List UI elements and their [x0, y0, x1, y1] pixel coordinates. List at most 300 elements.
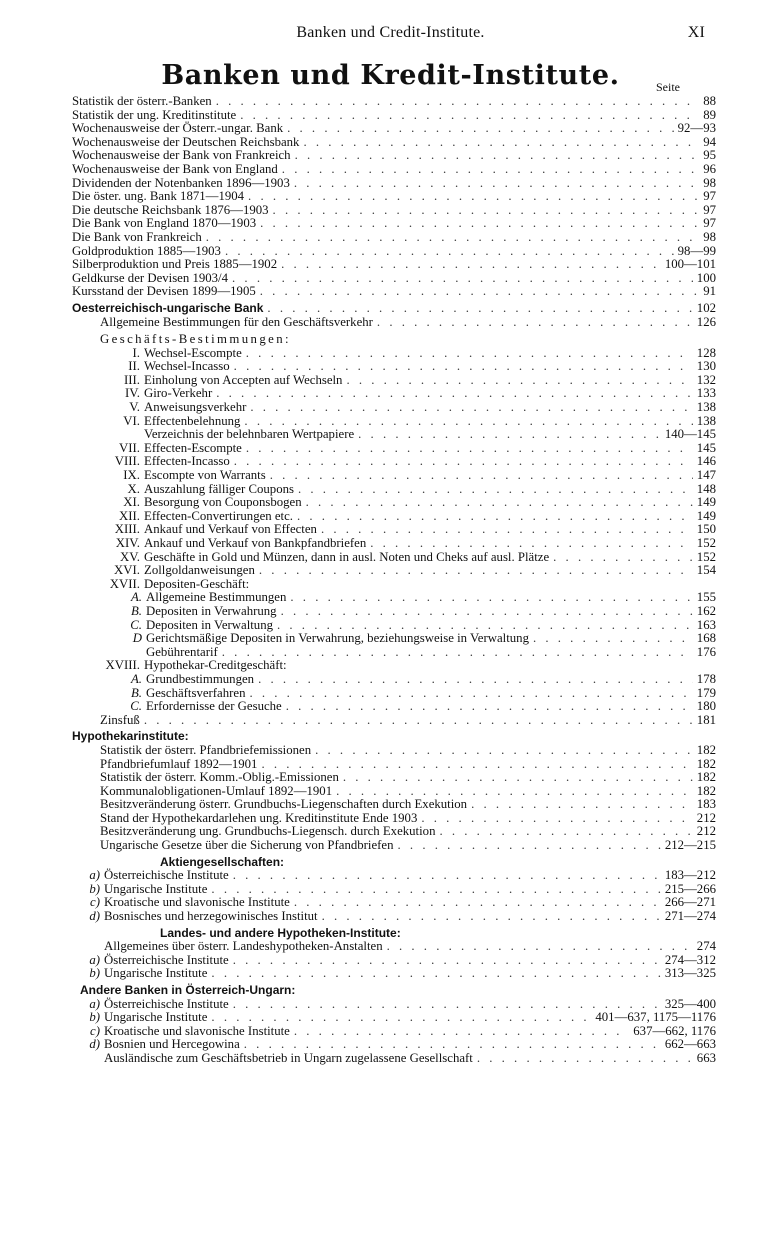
roman-numeral: XIV. — [115, 536, 140, 550]
page-ref: 97 — [703, 202, 716, 217]
dot-leader — [336, 785, 693, 799]
page-title: Banken und Kredit-Institute. — [161, 60, 620, 91]
page-ref: 95 — [703, 148, 716, 163]
roman-numeral: VIII. — [114, 454, 140, 469]
dot-leader — [439, 825, 692, 839]
toc-entry-label: Die deutsche Reichsbank 1876—1903 — [72, 202, 269, 217]
toc-entry[interactable] — [72, 415, 716, 429]
dot-leader — [232, 272, 693, 286]
dot-leader — [295, 149, 700, 163]
entry-letter: B. — [130, 685, 142, 700]
toc-entry-label: Ankauf und Verkauf von Effecten — [144, 522, 317, 537]
running-title: Banken und Credit-Institute. — [296, 24, 485, 41]
entry-letter: A. — [130, 590, 142, 605]
dot-leader — [294, 177, 699, 191]
page-ref: 163 — [696, 617, 716, 632]
dot-leader — [421, 812, 692, 826]
toc-entry-label: Wochenausweise der Österr.-ungar. Bank — [72, 121, 284, 136]
toc-entry-label: Wochenausweise der Deutschen Reichsbank — [72, 134, 300, 149]
toc-entry[interactable] — [72, 910, 716, 924]
general-section — [72, 95, 716, 299]
toc-entry-label: Verzeichnis der belehnbaren Wertpapiere — [144, 427, 355, 442]
dot-leader — [297, 510, 693, 524]
page-ref: 128 — [696, 345, 716, 360]
dot-leader — [216, 387, 693, 401]
page-ref: 182 — [696, 742, 716, 757]
dot-leader — [315, 744, 693, 758]
toc-entry-label: Zollgoldanweisungen — [144, 563, 255, 578]
toc-entry-label: Die Bank von Frankreich — [72, 229, 202, 244]
entry-letter: d) — [89, 1037, 100, 1052]
page-ref: 94 — [703, 134, 716, 149]
page-ref: 325—400 — [664, 996, 716, 1011]
page-ref: 313—325 — [664, 966, 716, 981]
dot-leader — [234, 455, 693, 469]
toc-entry[interactable] — [72, 374, 716, 388]
toc-entry-label: Ungarische Institute — [104, 1010, 208, 1025]
dot-leader — [398, 839, 661, 853]
toc-entry[interactable] — [72, 231, 716, 245]
toc-entry[interactable] — [72, 272, 716, 286]
dot-leader — [282, 163, 699, 177]
roman-numeral: XVI. — [114, 563, 140, 578]
toc-entry-label: Escompte von Warrants — [144, 468, 266, 483]
entry-letter: C. — [130, 617, 142, 632]
toc-entry[interactable] — [72, 217, 716, 231]
toc-entry[interactable] — [72, 469, 716, 483]
page-ref: 181 — [696, 712, 716, 727]
page-ref: 146 — [696, 454, 716, 469]
page-ref: 126 — [696, 314, 716, 329]
toc-entry[interactable] — [72, 258, 716, 272]
dot-leader — [259, 564, 693, 578]
dot-leader — [477, 1052, 693, 1066]
toc-entry-label: Besitzveränderung österr. Grundbuchs-Liegenschaften durch Exekution — [100, 797, 468, 812]
page-ref: 274—312 — [664, 952, 716, 967]
toc-entry-label: Ankauf und Verkauf von Bankpfandbriefen — [144, 536, 367, 550]
toc-entry[interactable] — [72, 605, 716, 619]
entry-letter: b) — [89, 1010, 100, 1025]
page-ref: 162 — [696, 603, 716, 618]
toc-entry-label: Geschäftsverfahren — [146, 685, 246, 700]
page-ref: 271—274 — [664, 909, 716, 924]
dot-leader — [346, 374, 692, 388]
toc-entry[interactable] — [72, 177, 716, 191]
page-ref: 88 — [703, 94, 716, 108]
toc-entry[interactable] — [72, 95, 716, 109]
dot-leader — [358, 428, 661, 442]
dot-leader — [287, 122, 673, 136]
toc-entry-label: Effecten-Convertirungen etc. — [144, 508, 293, 523]
toc-entry[interactable] — [72, 646, 716, 660]
page-ref: 133 — [696, 386, 716, 401]
dot-leader — [343, 771, 693, 785]
page-ref: 152 — [696, 549, 716, 564]
toc-entry[interactable] — [72, 619, 716, 633]
dot-leader — [281, 258, 661, 272]
page-ref: 176 — [696, 644, 716, 659]
toc-entry-label: Die öster. ung. Bank 1871—1904 — [72, 189, 245, 204]
toc-heading-oeub[interactable] — [72, 302, 716, 316]
toc-entry-label: Einholung von Accepten auf Wechseln — [144, 372, 343, 387]
toc-entry[interactable] — [72, 700, 716, 714]
toc-entry-label: Effecten-Escompte — [144, 440, 242, 455]
toc-subheading — [72, 578, 716, 592]
toc-entry-label: Bosnisches und herzegowinisches Institut — [104, 909, 318, 924]
toc-entry-label: Österreichische Institute — [104, 952, 229, 967]
roman-numeral: XIII. — [114, 522, 140, 537]
page-ref: 149 — [696, 495, 716, 510]
toc-entry-label: Gerichtsmäßige Depositen in Verwahrung, beziehungsweise in Verwaltung — [146, 631, 529, 646]
page-ref: 179 — [696, 685, 716, 700]
toc-entry[interactable] — [72, 551, 716, 565]
page-ref: 182 — [696, 770, 716, 785]
dot-leader — [377, 316, 693, 330]
toc-entry-label: Allgemeine Bestimmungen — [146, 590, 287, 605]
toc-entry-label: Statistik der österr. Komm.-Oblig.-Emissionen — [100, 770, 339, 785]
dot-leader — [258, 673, 693, 687]
page-ref: 212 — [696, 810, 716, 825]
toc-entry-label: Depositen in Verwahrung — [146, 603, 277, 618]
toc-entry-label: Gebührentarif — [146, 644, 218, 659]
dot-leader — [211, 1011, 591, 1025]
roman-numeral: II. — [128, 359, 140, 374]
page-ref: 89 — [703, 107, 716, 122]
roman-numeral: VII. — [119, 440, 140, 455]
toc-entry[interactable] — [72, 839, 716, 853]
dot-leader — [273, 204, 700, 218]
roman-numeral: III. — [124, 372, 140, 387]
toc-subheading — [72, 659, 716, 673]
toc-entry[interactable] — [72, 347, 716, 361]
entry-letter: a) — [89, 868, 100, 883]
toc-entry-label: Wochenausweise der Bank von England — [72, 161, 278, 176]
page-ref: 98 — [703, 175, 716, 190]
geschaefts-bestimmungen-list — [72, 347, 716, 578]
toc-entry[interactable] — [72, 1052, 716, 1066]
toc-entry-label: Giro-Verkehr — [144, 386, 213, 401]
toc-entry-label: Ausländische zum Geschäftsbetrieb in Ungarn zugelassene Gesellschaft — [104, 1050, 473, 1065]
page-ref: 663 — [696, 1050, 716, 1065]
roman-numeral: VI. — [123, 413, 140, 428]
toc-entry-label: Dividenden der Notenbanken 1896—1903 — [72, 175, 290, 190]
page-ref: 154 — [696, 563, 716, 578]
dot-leader — [387, 940, 693, 954]
entry-letter: a) — [89, 952, 100, 967]
page-ref: 91 — [703, 284, 716, 299]
dot-leader — [211, 883, 660, 897]
dot-leader — [321, 523, 693, 537]
dot-leader — [250, 401, 692, 415]
dot-leader — [306, 496, 693, 510]
toc-entry-label: Besorgung von Couponsbogen — [144, 495, 302, 510]
roman-numeral: V. — [129, 400, 140, 415]
toc-entry[interactable] — [72, 442, 716, 456]
depositen-list — [72, 591, 716, 659]
toc-entry[interactable] — [72, 109, 716, 123]
toc-entry[interactable] — [72, 883, 716, 897]
entry-letter: b) — [89, 881, 100, 896]
page-ref: 92—93 — [677, 121, 716, 136]
dot-leader — [244, 1038, 661, 1052]
dot-leader — [294, 1025, 629, 1039]
toc-entry[interactable] — [72, 285, 716, 299]
roman-numeral: I. — [132, 345, 140, 360]
dot-leader — [144, 714, 693, 728]
page-ref: 274 — [696, 939, 716, 954]
toc-entry-label: Anweisungsverkehr — [144, 400, 247, 415]
toc-entry-label: Geldkurse der Devisen 1903/4 — [72, 270, 229, 285]
roman-numeral: XVII. — [109, 576, 140, 591]
page-ref: 130 — [696, 359, 716, 374]
page-ref: 212 — [696, 824, 716, 839]
page-ref: 97 — [703, 189, 716, 204]
page-ref: 149 — [696, 508, 716, 523]
toc-entry[interactable] — [72, 687, 716, 701]
toc-entry[interactable] — [72, 998, 716, 1012]
roman-numeral: X. — [127, 481, 140, 496]
toc-entry-label: Effecten-Incasso — [144, 454, 230, 469]
dot-leader — [277, 619, 693, 633]
toc-entry-label: Allgemeine Bestimmungen für den Geschäftsverkehr — [100, 314, 373, 329]
dot-leader — [206, 231, 699, 245]
toc-entry[interactable] — [72, 401, 716, 415]
toc-entry[interactable] — [72, 204, 716, 218]
dot-leader — [471, 798, 693, 812]
toc-entry-label: Zinsfuß — [100, 712, 140, 727]
page-ref: 266—271 — [664, 895, 716, 910]
dot-leader — [246, 442, 693, 456]
toc-entry-label: Erfordernisse der Gesuche — [146, 699, 282, 714]
toc-entry[interactable] — [72, 360, 716, 374]
page-ref: 155 — [696, 590, 716, 605]
toc-entry[interactable] — [72, 869, 716, 883]
toc-entry-label: Auszahlung fälliger Coupons — [144, 481, 294, 496]
page-ref: 182 — [696, 756, 716, 771]
page-ref: 100 — [696, 270, 716, 285]
section-heading: Oesterreichisch-ungarische Bank — [72, 300, 264, 315]
page-ref: 212—215 — [664, 838, 716, 853]
page-ref: 100—101 — [664, 257, 716, 272]
toc-entry[interactable] — [72, 967, 716, 981]
dot-leader — [267, 302, 692, 316]
toc-entry-label: Statistik der österr.-Banken — [72, 94, 212, 108]
dot-leader — [294, 896, 661, 910]
toc-entry[interactable] — [72, 785, 716, 799]
toc-entry[interactable] — [72, 316, 716, 330]
toc-entry[interactable] — [72, 496, 716, 510]
hypothekar-credit-list — [72, 673, 716, 714]
toc-heading-andere-banken — [72, 984, 716, 998]
page-ref: 178 — [696, 671, 716, 686]
seite-column-label: Seite — [656, 80, 680, 94]
roman-numeral: XV. — [119, 549, 140, 564]
toc-entry-label: Hypothekar-Creditgeschäft: — [144, 658, 287, 673]
toc-entry[interactable] — [72, 632, 716, 646]
dot-leader — [244, 415, 692, 429]
roman-numeral: XI. — [123, 495, 140, 510]
dot-leader — [260, 285, 699, 299]
toc-entry[interactable] — [72, 122, 716, 136]
page-ref: 147 — [696, 468, 716, 483]
page-ref: 102 — [696, 300, 716, 315]
dot-leader — [248, 190, 699, 204]
dot-leader — [270, 469, 693, 483]
toc-entry[interactable] — [72, 190, 716, 204]
page-ref: 401—637, 1175—1176 — [595, 1010, 716, 1025]
section-heading: Landes- und andere Hypotheken-Institute: — [160, 925, 401, 940]
page-ref: 98 — [703, 229, 716, 244]
roman-numeral: IV. — [124, 386, 140, 401]
dot-leader — [211, 967, 660, 981]
page-ref: 138 — [696, 400, 716, 415]
toc-entry-label: Statistik der österr. Pfandbriefemissionen — [100, 742, 312, 757]
toc-entry[interactable] — [72, 163, 716, 177]
andere-banken-list — [72, 998, 716, 1066]
toc-entry[interactable] — [72, 812, 716, 826]
aktiengesellschaften-list — [72, 869, 716, 923]
toc-entry-label: Wechsel-Escompte — [144, 345, 242, 360]
toc-entry[interactable] — [72, 758, 716, 772]
page-ref: 96 — [703, 161, 716, 176]
toc-entry-label: Ungarische Institute — [104, 881, 208, 896]
dot-leader — [233, 869, 661, 883]
toc-entry-label: Stand der Hypothekardarlehen ung. Kreditinstitute Ende 1903 — [100, 810, 418, 825]
toc-entry-label: Kroatische und slavonische Institute — [104, 1023, 290, 1038]
dot-leader — [553, 551, 693, 565]
page-ref: 183 — [696, 797, 716, 812]
toc-entry[interactable] — [72, 744, 716, 758]
toc-entry[interactable] — [72, 1011, 716, 1025]
toc-entry-label: Wochenausweise der Bank von Frankreich — [72, 148, 291, 163]
toc-entry-label: Wechsel-Incasso — [144, 359, 230, 374]
toc-entry[interactable] — [72, 523, 716, 537]
page-ref: 637—662, 1176 — [633, 1023, 716, 1038]
entry-letter: b) — [89, 966, 100, 981]
toc-entry-label: Silberproduktion und Preis 1885—1902 — [72, 257, 278, 272]
toc-entry-label: Ungarische Institute — [104, 966, 208, 981]
toc-entry[interactable] — [72, 136, 716, 150]
page-ref: 140—145 — [664, 427, 716, 442]
toc-entry-label: Kroatische und slavonische Institute — [104, 895, 290, 910]
toc-entry[interactable] — [72, 483, 716, 497]
dot-leader — [246, 347, 693, 361]
toc-entry[interactable] — [72, 1038, 716, 1052]
toc-entry-label: Die Bank von England 1870—1903 — [72, 216, 257, 231]
toc-entry[interactable] — [72, 954, 716, 968]
dot-leader — [533, 632, 693, 646]
page-ref: 145 — [696, 440, 716, 455]
page-ref: 662—663 — [664, 1037, 716, 1052]
toc-heading-hypothekarinstitute — [72, 730, 716, 744]
entry-letter: a) — [89, 996, 100, 1011]
entry-letter: c) — [90, 895, 100, 910]
dot-leader — [222, 646, 693, 660]
toc-entry[interactable] — [72, 387, 716, 401]
toc-entry[interactable] — [72, 714, 716, 728]
dot-leader — [303, 136, 699, 150]
toc-entry[interactable] — [72, 825, 716, 839]
toc-entry-label: Ungarische Gesetze über die Sicherung von Pfandbriefen — [100, 838, 394, 853]
dot-leader — [261, 758, 692, 772]
toc-entry[interactable] — [72, 245, 716, 259]
dot-leader — [233, 998, 661, 1012]
toc-entry-label: Effectenbelehnung — [144, 413, 241, 428]
dot-leader — [286, 700, 693, 714]
toc-entry[interactable] — [72, 798, 716, 812]
section-heading: Aktiengesellschaften: — [160, 854, 285, 869]
toc-entry-label: Kommunalobligationen-Umlauf 1892—1901 — [100, 783, 333, 798]
dot-leader — [281, 605, 693, 619]
dot-leader — [240, 109, 699, 123]
page-ref: 98—99 — [677, 243, 716, 258]
toc-entry-label: Österreichische Institute — [104, 996, 229, 1011]
dot-leader — [249, 687, 692, 701]
toc-entry-label: Grundbestimmungen — [146, 671, 255, 686]
page-ref: 138 — [696, 413, 716, 428]
toc-entry[interactable] — [72, 940, 716, 954]
entry-letter: D — [132, 631, 142, 646]
roman-numeral: IX. — [123, 468, 140, 483]
entry-letter: c) — [90, 1023, 100, 1038]
toc-entry-label: Pfandbriefumlauf 1892—1901 — [100, 756, 258, 771]
entry-letter: d) — [89, 909, 100, 924]
page-ref: 148 — [696, 481, 716, 496]
dot-leader — [233, 954, 661, 968]
hypothekarinstitute-list — [72, 744, 716, 853]
toc-entry[interactable] — [72, 1025, 716, 1039]
dot-leader — [216, 95, 700, 109]
toc-heading-aktiengesellschaften — [72, 856, 716, 870]
page-ref: 150 — [696, 522, 716, 537]
page-ref: 152 — [696, 536, 716, 550]
toc-entry-label: Besitzveränderung ung. Grundbuchs-Liegensch. durch Exekution — [100, 824, 436, 839]
page-ref: 168 — [696, 631, 716, 646]
toc-entry[interactable] — [72, 510, 716, 524]
dot-leader — [322, 910, 661, 924]
entry-letter: A. — [130, 671, 142, 686]
dot-leader — [234, 360, 693, 374]
toc-entry-label: Kursstand der Devisen 1899—1905 — [72, 284, 256, 299]
toc-entry-label: Bosnien und Hercegowina — [104, 1037, 240, 1052]
page-ref: 97 — [703, 216, 716, 231]
roman-numeral: XVIII. — [105, 658, 140, 673]
toc-entry[interactable] — [72, 564, 716, 578]
toc-entry[interactable] — [72, 428, 716, 442]
toc-entry[interactable] — [72, 771, 716, 785]
page-ref: 132 — [696, 372, 716, 387]
toc-entry[interactable] — [72, 896, 716, 910]
dot-leader — [370, 537, 693, 551]
subheading-geschaefts-bestimmungen — [72, 333, 716, 347]
toc-entry[interactable] — [72, 673, 716, 687]
toc-entry-label: Statistik der ung. Kreditinstitute — [72, 107, 237, 122]
toc-entry[interactable] — [72, 149, 716, 163]
dot-leader — [290, 591, 692, 605]
toc-entry-label: Depositen in Verwaltung — [146, 617, 273, 632]
roman-numeral: XII. — [119, 508, 140, 523]
subheading-label: Geschäfts-Bestimmungen: — [100, 332, 291, 347]
entry-letter: C. — [130, 699, 142, 714]
toc-entry-label: Depositen-Geschäft: — [144, 576, 250, 591]
section-heading: Andere Banken in Österreich-Ungarn: — [80, 983, 296, 997]
toc-entry[interactable] — [72, 537, 716, 551]
toc-entry[interactable] — [72, 455, 716, 469]
table-of-contents — [72, 95, 716, 1066]
dot-leader — [298, 483, 693, 497]
section-heading: Hypothekarinstitute: — [72, 729, 189, 744]
toc-entry[interactable] — [72, 591, 716, 605]
